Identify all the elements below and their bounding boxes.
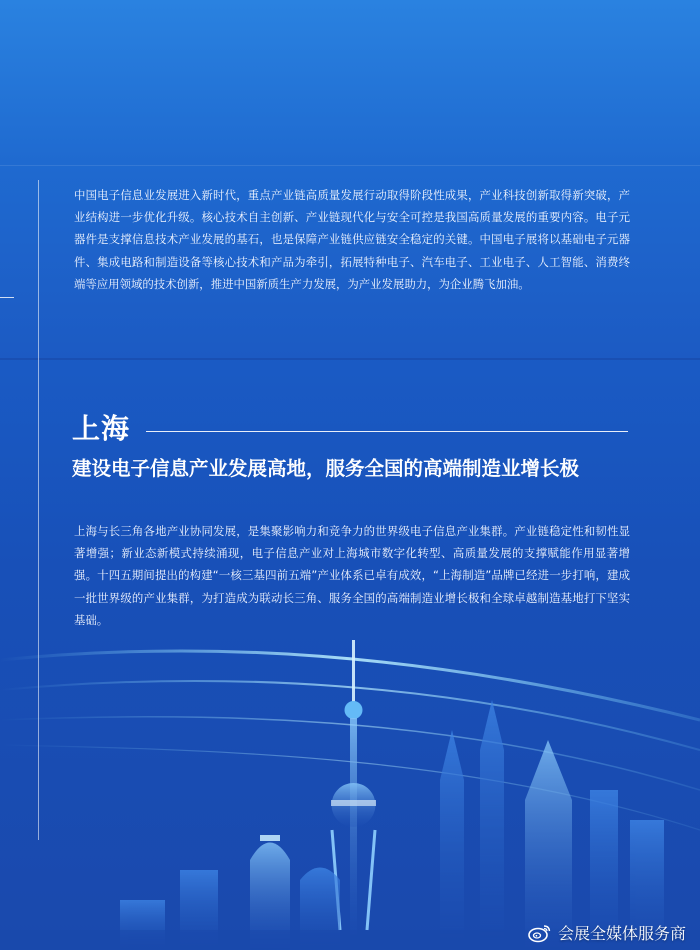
band-rule — [0, 165, 700, 166]
section-title: 上海 — [72, 412, 131, 445]
watermark-text: 会展全媒体服务商 — [557, 924, 686, 943]
margin-tick — [0, 297, 14, 298]
top-band — [0, 0, 700, 360]
section-subtitle: 建设电子信息产业发展高地，服务全国的高端制造业增长极 — [72, 457, 580, 480]
section-paragraph: 上海与长三角各地产业协同发展，是集聚影响力和竞争力的世界级电子信息产业集群。产业链稳定性和韧性显著增强；新业态新模式持续涌现，电子信息产业对上海城市数字化转型、高质量发展的支撑赋能作用显著增强。十四五期间提出的构建“一核三基四前五端”产业体系已卓有成效，“上海制造”品牌已经进一步打响，建成一批世界级的产业集群，为打造成为联动长三角、服务全国的高端制造业增长极和全球卓越制造基地打下坚实基础。 — [74, 524, 630, 627]
band-edge — [0, 358, 700, 360]
watermark — [528, 921, 686, 944]
weibo-icon — [528, 923, 552, 943]
title-rule — [146, 431, 628, 432]
intro-paragraph: 中国电子信息业发展进入新时代，重点产业链高质量发展行动取得阶段性成果，产业科技创新取得新突破，产业结构进一步优化升级。核心技术自主创新、产业链现代化与安全可控是我国高质量发展的重要内容。电子元器件是支撑信息技术产业发展的基石，也是保障产业链供应链安全稳定的关键。中国电子展将以基础电子元器件、集成电路和制造设备等核心技术和产品为牵引，拓展特种电子、汽车电子、工业电子、人工智能、消费终端等应用领域的技术创新，推进中国新质生产力发展，为产业发展助力，为企业腾飞加油。 — [74, 188, 630, 291]
shanghai-skyline-illustration — [0, 600, 700, 950]
skyscraper — [440, 700, 664, 950]
